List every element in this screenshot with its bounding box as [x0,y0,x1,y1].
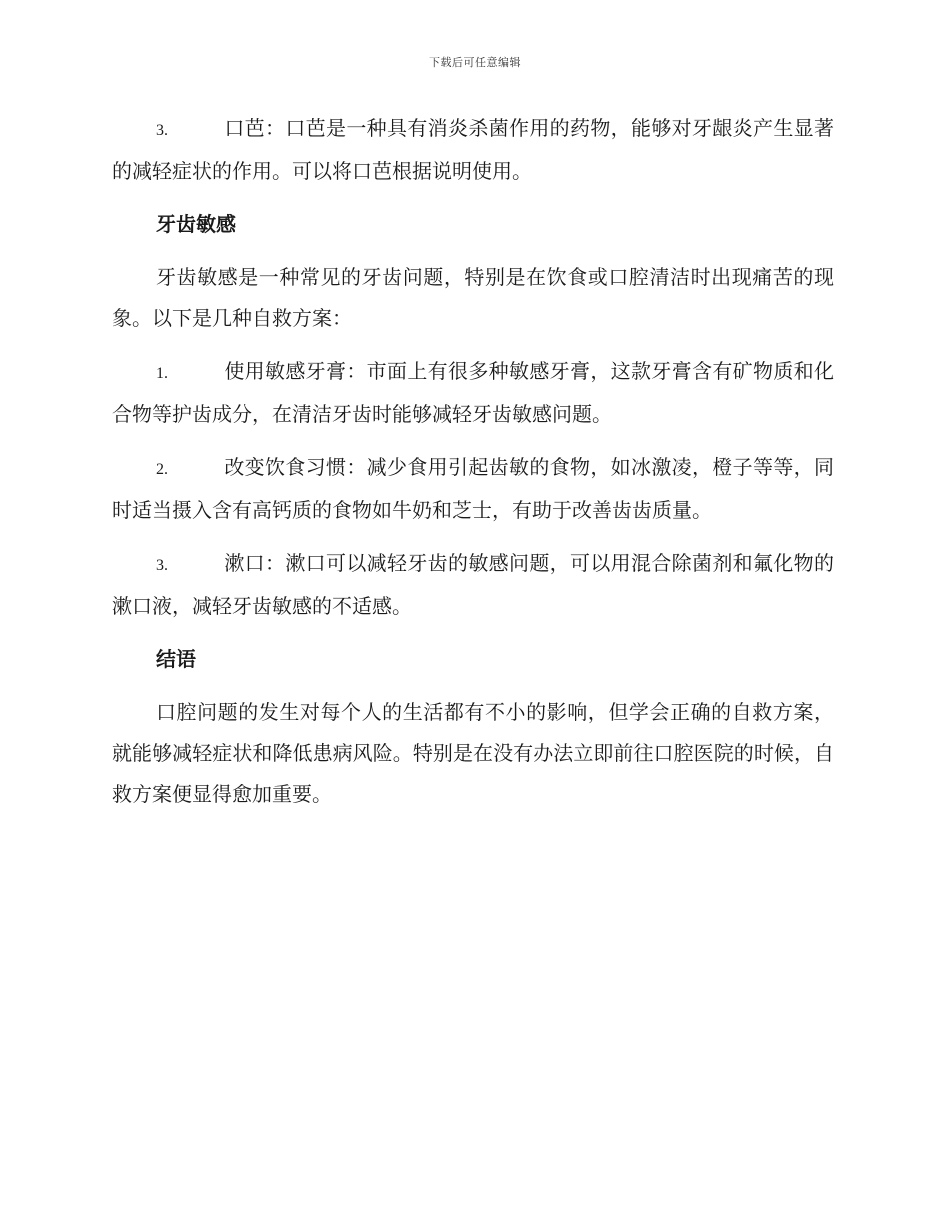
list-text: 使用敏感牙膏：市面上有很多种敏感牙膏，这款牙膏含有矿物质和化合物等护齿成分，在清洁牙齿时能够减轻牙齿敏感问题。 [112,359,834,426]
list-item-mouthwash [112,543,834,627]
paragraph-sensitivity-intro: 牙齿敏感是一种常见的牙齿问题，特别是在饮食或口腔清洁时出现痛苦的现象。以下是几种自救方案： [112,265,834,330]
page-header: 下载后可任意编辑 [429,56,521,69]
document-body [112,108,834,827]
list-text: 漱口：漱口可以减轻牙齿的敏感问题，可以用混合除菌剂和氟化物的漱口液，减轻牙齿敏感的不适感。 [112,551,834,618]
list-number: 1. [156,365,168,382]
section-heading-conclusion: 结语 [156,647,196,671]
list-item-kouba [112,108,834,192]
section-heading-sensitivity: 牙齿敏感 [156,212,236,236]
list-item-diet [112,447,834,531]
list-number: 3. [156,557,168,574]
paragraph-conclusion: 口腔问题的发生对每个人的生活都有不小的影响，但学会正确的自救方案，就能够减轻症状和降低患病风险。特别是在没有办法立即前往口腔医院的时候，自救方案便显得愈加重要。 [112,700,834,806]
list-number: 3. [156,122,168,139]
list-number: 2. [156,461,168,478]
list-text: 改变饮食习惯：减少食用引起齿敏的食物，如冰激凌，橙子等等，同时适当摄入含有高钙质的食物如牛奶和芝士，有助于改善齿齿质量。 [112,455,834,522]
list-text: 口芭：口芭是一种具有消炎杀菌作用的药物，能够对牙龈炎产生显著的减轻症状的作用。可以将口芭根据说明使用。 [112,116,834,183]
list-item-toothpaste [112,351,834,435]
